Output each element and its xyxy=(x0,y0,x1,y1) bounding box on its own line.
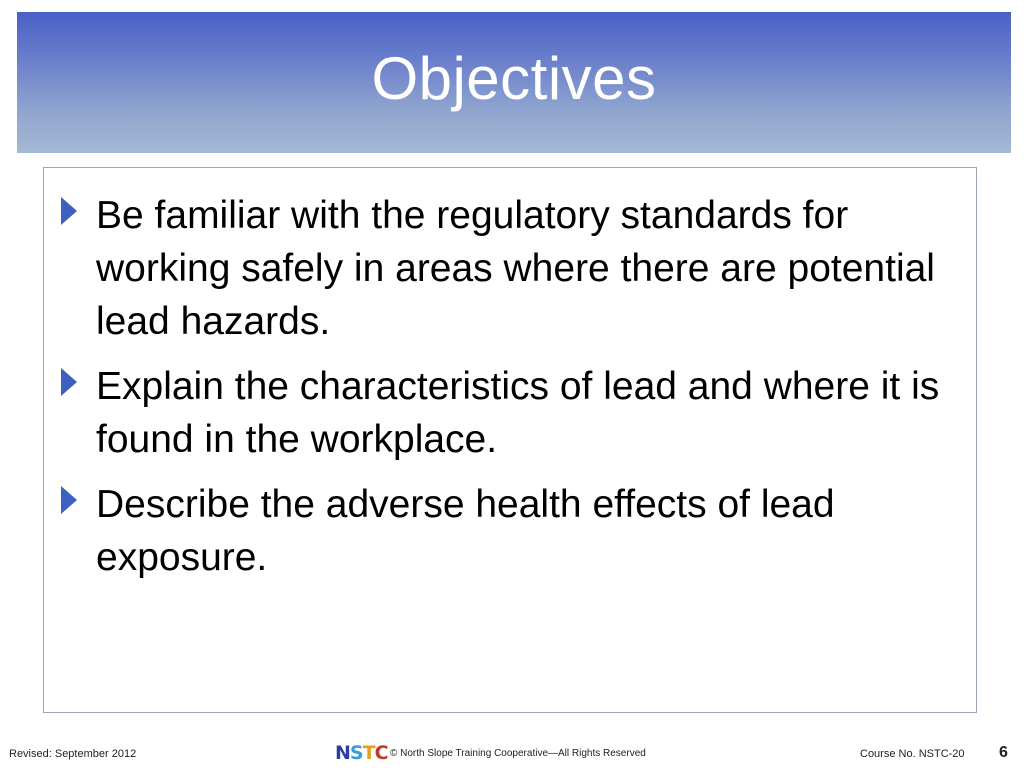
list-item xyxy=(58,478,958,584)
revised-date: Revised: September 2012 xyxy=(9,748,137,760)
content-box xyxy=(43,167,977,713)
bullet-text: Explain the characteristics of lead and where it is found in the workplace. xyxy=(96,365,940,461)
slide-title: Objectives xyxy=(371,45,657,112)
copyright-text: © North Slope Training Cooperative—All Rights Reserved xyxy=(390,748,646,759)
objectives-list xyxy=(58,189,958,596)
nstc-logo xyxy=(335,742,395,764)
bullet-text: Describe the adverse health effects of lead exposure. xyxy=(96,483,835,579)
logo-letter-c: C xyxy=(374,742,388,764)
bullet-text: Be familiar with the regulatory standards for working safely in areas where there are potential lead hazards. xyxy=(96,194,935,343)
list-item xyxy=(58,360,958,466)
triangle-bullet-icon xyxy=(61,197,77,225)
logo-letter-n: N xyxy=(335,742,350,764)
list-item xyxy=(58,189,958,348)
page-number: 6 xyxy=(999,744,1008,761)
triangle-bullet-icon xyxy=(61,368,77,396)
logo-letter-s: S xyxy=(349,742,363,764)
triangle-bullet-icon xyxy=(61,486,77,514)
title-bar xyxy=(17,12,1011,153)
course-number: Course No. NSTC-20 xyxy=(860,748,965,760)
logo-letter-t: T xyxy=(362,742,375,764)
footer xyxy=(0,740,1024,768)
